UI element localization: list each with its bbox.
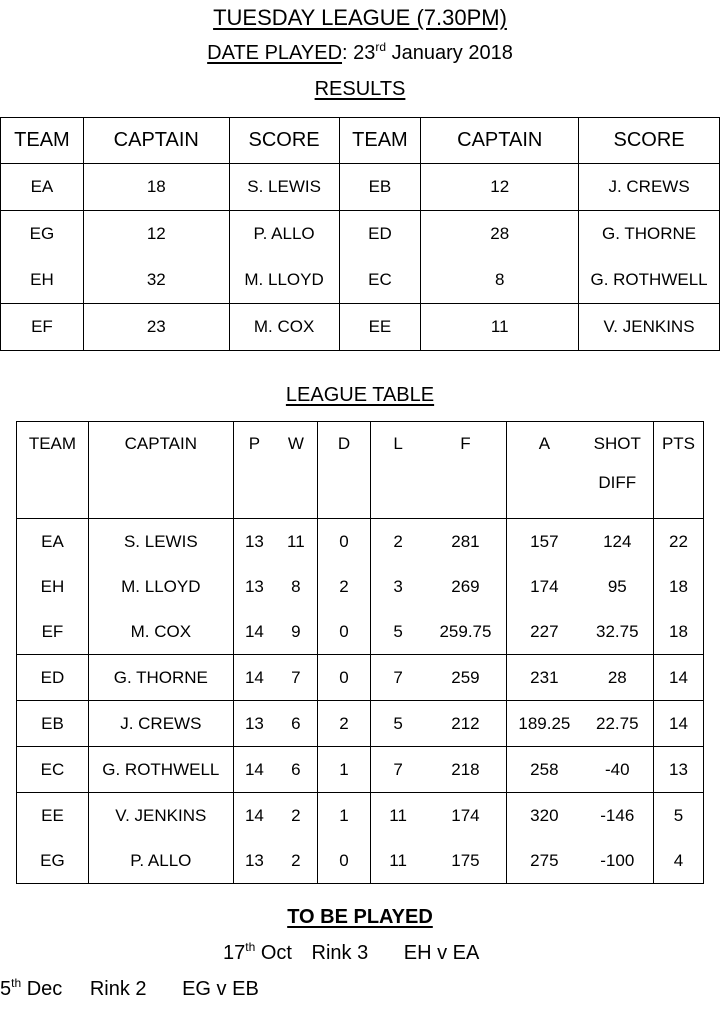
shot-header-line1: SHOT [593, 434, 641, 453]
league-cell: 258 [507, 747, 582, 793]
league-cell: 13 [233, 701, 275, 747]
league-cell: G. ROTHWELL [88, 747, 233, 793]
league-cell: 0 [317, 655, 371, 701]
results-cell: P. ALLO [229, 211, 339, 258]
league-cell: 14 [233, 793, 275, 839]
league-cell: 2 [317, 564, 371, 609]
league-cell: 175 [425, 838, 507, 884]
league-row [17, 747, 704, 793]
league-cell: EF [17, 609, 89, 655]
league-row [17, 609, 704, 655]
league-col-header: P [233, 422, 275, 519]
league-cell: 11 [275, 519, 317, 565]
league-cell: EA [17, 519, 89, 565]
league-col-header: L [371, 422, 425, 519]
title-text: TUESDAY LEAGUE (7.30PM) [213, 5, 507, 30]
league-cell: EB [17, 701, 89, 747]
league-table [16, 421, 704, 884]
league-cell: 32.75 [582, 609, 654, 655]
league-cell: 6 [275, 701, 317, 747]
league-cell: 28 [582, 655, 654, 701]
league-cell: 320 [507, 793, 582, 839]
results-cell: EG [1, 211, 84, 258]
results-cell: EE [339, 304, 421, 351]
league-row [17, 564, 704, 609]
league-cell: 7 [371, 655, 425, 701]
shot-diff-header [582, 422, 654, 519]
league-table-heading-text: LEAGUE TABLE [285, 384, 435, 406]
results-col-header: CAPTAIN [421, 118, 579, 164]
league-cell: 1 [317, 793, 371, 839]
results-heading [0, 78, 720, 101]
results-header-row [1, 118, 720, 164]
results-cell: 8 [421, 257, 579, 304]
fixture-match: EG v EB [182, 978, 259, 1000]
page-title [0, 5, 720, 31]
league-cell: EH [17, 564, 89, 609]
league-cell: 6 [275, 747, 317, 793]
results-cell: ED [339, 211, 421, 258]
fixture-month: Dec [21, 978, 63, 1000]
league-cell: 13 [233, 519, 275, 565]
results-col-header: CAPTAIN [83, 118, 229, 164]
league-cell: 13 [653, 747, 703, 793]
league-cell: 2 [317, 701, 371, 747]
league-cell: 259.75 [425, 609, 507, 655]
results-cell: G. THORNE [579, 211, 720, 258]
league-cell: 13 [233, 564, 275, 609]
to-be-played-heading [0, 906, 720, 929]
shot-header-line2: DIFF [598, 473, 637, 492]
league-cell: 0 [317, 838, 371, 884]
league-cell: 3 [371, 564, 425, 609]
league-cell: 14 [653, 701, 703, 747]
results-cell: EC [339, 257, 421, 304]
league-cell: -40 [582, 747, 654, 793]
league-cell: ED [17, 655, 89, 701]
results-cell: EB [339, 164, 421, 211]
results-cell: M. LLOYD [229, 257, 339, 304]
league-cell: 5 [653, 793, 703, 839]
results-row [1, 211, 720, 258]
league-col-header: D [317, 422, 371, 519]
league-col-header: A [507, 422, 582, 519]
results-cell: 32 [83, 257, 229, 304]
league-cell: M. COX [88, 609, 233, 655]
date-label: DATE PLAYED [207, 42, 343, 64]
results-row [1, 257, 720, 304]
results-cell: 11 [421, 304, 579, 351]
fixture-match: EH v EA [403, 942, 480, 964]
fixture-rink: Rink 2 [89, 978, 147, 1000]
league-row [17, 838, 704, 884]
results-cell: V. JENKINS [579, 304, 720, 351]
results-cell: S. LEWIS [229, 164, 339, 211]
league-col-header: W [275, 422, 317, 519]
results-cell: 18 [83, 164, 229, 211]
date-day: 23 [353, 42, 376, 64]
league-cell: 1 [317, 747, 371, 793]
league-cell: 7 [275, 655, 317, 701]
league-cell: EE [17, 793, 89, 839]
league-table-heading [0, 384, 720, 407]
fixture-day: 5 [0, 978, 12, 1000]
league-cell: G. THORNE [88, 655, 233, 701]
league-cell: S. LEWIS [88, 519, 233, 565]
league-cell: 14 [653, 655, 703, 701]
league-cell: 22.75 [582, 701, 654, 747]
results-cell: 28 [421, 211, 579, 258]
league-cell: 11 [371, 838, 425, 884]
date-suffix: rd [375, 40, 387, 54]
league-cell: 4 [653, 838, 703, 884]
results-cell: J. CREWS [579, 164, 720, 211]
league-col-header: PTS [653, 422, 703, 519]
fixture-day-suffix: th [11, 976, 22, 990]
league-cell: EC [17, 747, 89, 793]
league-cell: 2 [371, 519, 425, 565]
results-cell: G. ROTHWELL [579, 257, 720, 304]
league-cell: 157 [507, 519, 582, 565]
league-col-header: CAPTAIN [88, 422, 233, 519]
results-cell: 12 [83, 211, 229, 258]
league-cell: EG [17, 838, 89, 884]
results-col-header: SCORE [579, 118, 720, 164]
league-cell: 218 [425, 747, 507, 793]
league-cell: 227 [507, 609, 582, 655]
date-played-line: DATE PLAYED: 23rd January 2018 [207, 40, 513, 64]
league-cell: 2 [275, 793, 317, 839]
league-cell: 231 [507, 655, 582, 701]
league-cell: 18 [653, 564, 703, 609]
league-cell: 9 [275, 609, 317, 655]
league-cell: 14 [233, 747, 275, 793]
league-cell: 174 [425, 793, 507, 839]
league-cell: 22 [653, 519, 703, 565]
league-cell: 18 [653, 609, 703, 655]
league-cell: 14 [233, 655, 275, 701]
league-row [17, 793, 704, 839]
fixture-rink: Rink 3 [311, 942, 369, 964]
fixture-month: Oct [255, 942, 292, 964]
results-col-header: TEAM [1, 118, 84, 164]
results-cell: EF [1, 304, 84, 351]
league-cell: 124 [582, 519, 654, 565]
fixture-day-suffix: th [245, 940, 256, 954]
results-col-header: SCORE [229, 118, 339, 164]
league-cell: M. LLOYD [88, 564, 233, 609]
league-cell: -100 [582, 838, 654, 884]
league-cell: P. ALLO [88, 838, 233, 884]
league-cell: J. CREWS [88, 701, 233, 747]
fixture-line [0, 978, 259, 1001]
league-cell: 281 [425, 519, 507, 565]
results-cell: 12 [421, 164, 579, 211]
league-cell: 95 [582, 564, 654, 609]
league-cell: 2 [275, 838, 317, 884]
league-cell: 174 [507, 564, 582, 609]
league-cell: V. JENKINS [88, 793, 233, 839]
league-cell: 8 [275, 564, 317, 609]
results-table [0, 117, 720, 351]
league-cell: 259 [425, 655, 507, 701]
league-cell: 269 [425, 564, 507, 609]
results-row [1, 304, 720, 351]
fixture-day: 17 [223, 942, 246, 964]
league-cell: 212 [425, 701, 507, 747]
league-cell: 7 [371, 747, 425, 793]
results-cell: 23 [83, 304, 229, 351]
results-cell: M. COX [229, 304, 339, 351]
league-cell: 189.25 [507, 701, 582, 747]
league-col-header: F [425, 422, 507, 519]
league-cell: 5 [371, 701, 425, 747]
league-row [17, 701, 704, 747]
date-rest: January 2018 [386, 42, 513, 64]
league-cell: 14 [233, 609, 275, 655]
fixture-line [223, 942, 479, 965]
results-row [1, 164, 720, 211]
results-col-header: TEAM [339, 118, 421, 164]
league-cell: 0 [317, 519, 371, 565]
results-cell: EA [1, 164, 84, 211]
league-cell: 0 [317, 609, 371, 655]
league-cell: 11 [371, 793, 425, 839]
league-cell: 275 [507, 838, 582, 884]
to-be-played-heading-text: TO BE PLAYED [287, 906, 433, 928]
league-cell: 13 [233, 838, 275, 884]
results-cell: EH [1, 257, 84, 304]
league-row [17, 519, 704, 565]
league-cell: 5 [371, 609, 425, 655]
league-col-header: TEAM [17, 422, 89, 519]
results-heading-text: RESULTS [314, 78, 406, 100]
league-row [17, 655, 704, 701]
league-header-row [17, 422, 704, 519]
league-cell: -146 [582, 793, 654, 839]
